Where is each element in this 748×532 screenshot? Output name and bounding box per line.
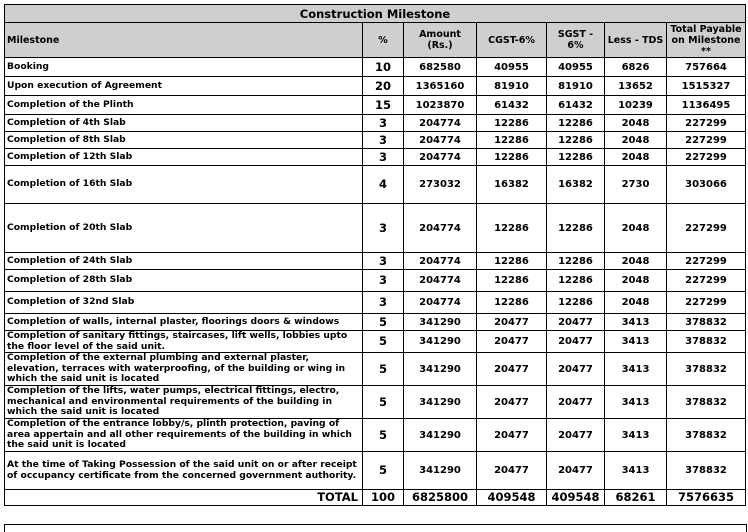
cell-milestone: Completion of 32nd Slab [5, 292, 363, 314]
cell-tds: 13652 [605, 77, 667, 96]
cell-tds: 2048 [605, 253, 667, 270]
table-row [5, 270, 746, 292]
header-total-payable: Total Payable on Milestone ** [667, 23, 746, 58]
cell-percent: 5 [363, 419, 404, 452]
cell-cgst: 20477 [477, 314, 547, 331]
cell-tds: 2048 [605, 270, 667, 292]
table-row [5, 386, 746, 419]
cell-sgst: 20477 [547, 353, 605, 386]
table-row [5, 204, 746, 253]
cell-total-payable: 303066 [667, 166, 746, 204]
cell-cgst: 20477 [477, 419, 547, 452]
cell-sgst: 20477 [547, 314, 605, 331]
cell-sgst: 12286 [547, 253, 605, 270]
cell-milestone: Completion of 24th Slab [5, 253, 363, 270]
cell-total-payable: 227299 [667, 204, 746, 253]
cell-cgst: 12286 [477, 270, 547, 292]
header-milestone: Milestone [5, 23, 363, 58]
cell-milestone: Completion of the Plinth [5, 96, 363, 115]
table-row [5, 353, 746, 386]
cell-total-payable: 378832 [667, 386, 746, 419]
total-percent: 100 [363, 490, 404, 506]
cell-tds: 2048 [605, 115, 667, 132]
cell-amount: 682580 [404, 58, 477, 77]
milestone-table [4, 4, 746, 506]
cell-sgst: 81910 [547, 77, 605, 96]
cell-amount: 341290 [404, 419, 477, 452]
table-row [5, 149, 746, 166]
cell-amount: 204774 [404, 204, 477, 253]
cell-sgst: 12286 [547, 292, 605, 314]
cell-cgst: 12286 [477, 132, 547, 149]
total-sgst: 409548 [547, 490, 605, 506]
cell-percent: 20 [363, 77, 404, 96]
cell-cgst: 12286 [477, 292, 547, 314]
total-amount: 6825800 [404, 490, 477, 506]
cell-sgst: 12286 [547, 149, 605, 166]
cell-percent: 3 [363, 204, 404, 253]
cell-total-payable: 227299 [667, 292, 746, 314]
cell-cgst: 20477 [477, 386, 547, 419]
cell-tds: 2048 [605, 292, 667, 314]
cell-total-payable: 378832 [667, 314, 746, 331]
cell-total-payable: 378832 [667, 353, 746, 386]
cell-sgst: 20477 [547, 452, 605, 490]
cell-percent: 5 [363, 314, 404, 331]
cell-milestone: Completion of 20th Slab [5, 204, 363, 253]
cell-amount: 1365160 [404, 77, 477, 96]
cell-cgst: 61432 [477, 96, 547, 115]
cell-cgst: 16382 [477, 166, 547, 204]
cell-sgst: 20477 [547, 386, 605, 419]
cell-tds: 2048 [605, 149, 667, 166]
cell-total-payable: 378832 [667, 331, 746, 353]
cell-total-payable: 227299 [667, 115, 746, 132]
cell-tds: 3413 [605, 452, 667, 490]
cell-percent: 3 [363, 292, 404, 314]
total-tds: 68261 [605, 490, 667, 506]
cell-milestone: Upon execution of Agreement [5, 77, 363, 96]
cell-milestone: Completion of 16th Slab [5, 166, 363, 204]
cell-cgst: 20477 [477, 452, 547, 490]
cell-tds: 2048 [605, 204, 667, 253]
cell-cgst: 12286 [477, 149, 547, 166]
cell-percent: 3 [363, 115, 404, 132]
cell-amount: 341290 [404, 331, 477, 353]
cell-amount: 204774 [404, 132, 477, 149]
cell-tds: 3413 [605, 386, 667, 419]
total-payable: 7576635 [667, 490, 746, 506]
table-row [5, 115, 746, 132]
cell-amount: 204774 [404, 253, 477, 270]
cell-sgst: 20477 [547, 331, 605, 353]
cell-tds: 2048 [605, 132, 667, 149]
cell-sgst: 12286 [547, 270, 605, 292]
table-row [5, 58, 746, 77]
cell-milestone: Completion of walls, internal plaster, floorings doors & windows [5, 314, 363, 331]
table-row [5, 166, 746, 204]
cell-cgst: 40955 [477, 58, 547, 77]
cell-cgst: 20477 [477, 353, 547, 386]
table-row [5, 452, 746, 490]
cell-total-payable: 227299 [667, 270, 746, 292]
cell-tds: 3413 [605, 331, 667, 353]
cell-amount: 204774 [404, 149, 477, 166]
cell-tds: 3413 [605, 353, 667, 386]
cell-amount: 341290 [404, 386, 477, 419]
table-row [5, 77, 746, 96]
cell-tds: 6826 [605, 58, 667, 77]
cell-percent: 3 [363, 149, 404, 166]
cell-milestone: Completion of the lifts, water pumps, electrical fittings, electro, mechanical and environmental requirements of the building in which the said unit is located [5, 386, 363, 419]
cell-total-payable: 1136495 [667, 96, 746, 115]
cell-total-payable: 1515327 [667, 77, 746, 96]
cell-amount: 341290 [404, 452, 477, 490]
cell-milestone: Completion of 12th Slab [5, 149, 363, 166]
cell-percent: 3 [363, 132, 404, 149]
header-sgst: SGST - 6% [547, 23, 605, 58]
header-cgst: CGST-6% [477, 23, 547, 58]
table-row [5, 314, 746, 331]
cell-percent: 3 [363, 270, 404, 292]
cell-percent: 4 [363, 166, 404, 204]
table-title: Construction Milestone [5, 5, 746, 23]
cell-total-payable: 227299 [667, 149, 746, 166]
cell-sgst: 61432 [547, 96, 605, 115]
cell-milestone: At the time of Taking Possession of the said unit on or after receipt of occupancy certificate from the concerned government authority. [5, 452, 363, 490]
total-row [5, 490, 746, 506]
cell-sgst: 12286 [547, 132, 605, 149]
cell-cgst: 12286 [477, 204, 547, 253]
cell-amount: 341290 [404, 314, 477, 331]
cell-milestone: Completion of 28th Slab [5, 270, 363, 292]
table-row [5, 292, 746, 314]
cell-tds: 10239 [605, 96, 667, 115]
header-amount: Amount (Rs.) [404, 23, 477, 58]
cell-percent: 3 [363, 253, 404, 270]
cell-cgst: 12286 [477, 115, 547, 132]
cell-milestone: Booking [5, 58, 363, 77]
cell-amount: 204774 [404, 115, 477, 132]
table-row [5, 253, 746, 270]
cell-amount: 204774 [404, 292, 477, 314]
cell-tds: 3413 [605, 314, 667, 331]
cell-percent: 15 [363, 96, 404, 115]
table-row [5, 331, 746, 353]
cell-milestone: Completion of 8th Slab [5, 132, 363, 149]
cell-milestone: Completion of sanitary fittings, staircases, lift wells, lobbies upto the floor level of the said unit. [5, 331, 363, 353]
cell-amount: 1023870 [404, 96, 477, 115]
cell-amount: 204774 [404, 270, 477, 292]
cell-percent: 5 [363, 353, 404, 386]
cell-milestone: Completion of the entrance lobby/s, plinth protection, paving of area appertain and all other requirements of the building in which the said unit is located [5, 419, 363, 452]
cell-tds: 2730 [605, 166, 667, 204]
cell-percent: 5 [363, 452, 404, 490]
cell-amount: 341290 [404, 353, 477, 386]
cell-cgst: 81910 [477, 77, 547, 96]
table-row [5, 132, 746, 149]
cell-sgst: 20477 [547, 419, 605, 452]
cell-total-payable: 227299 [667, 132, 746, 149]
cell-milestone: Completion of 4th Slab [5, 115, 363, 132]
cell-amount: 273032 [404, 166, 477, 204]
cell-cgst: 12286 [477, 253, 547, 270]
cell-percent: 10 [363, 58, 404, 77]
cell-total-payable: 757664 [667, 58, 746, 77]
cell-tds: 3413 [605, 419, 667, 452]
table-row [5, 419, 746, 452]
cell-percent: 5 [363, 331, 404, 353]
cell-percent: 5 [363, 386, 404, 419]
cell-sgst: 16382 [547, 166, 605, 204]
total-cgst: 409548 [477, 490, 547, 506]
cell-sgst: 12286 [547, 115, 605, 132]
cell-milestone: Completion of the external plumbing and external plaster, elevation, terraces with waterproofing, of the building or wing in which the said unit is located [5, 353, 363, 386]
cell-sgst: 40955 [547, 58, 605, 77]
table-row [5, 96, 746, 115]
cell-total-payable: 378832 [667, 419, 746, 452]
header-percent: % [363, 23, 404, 58]
cell-cgst: 20477 [477, 331, 547, 353]
cell-total-payable: 227299 [667, 253, 746, 270]
header-tds: Less - TDS [605, 23, 667, 58]
cell-total-payable: 378832 [667, 452, 746, 490]
cell-sgst: 12286 [547, 204, 605, 253]
total-label: TOTAL [5, 490, 363, 506]
